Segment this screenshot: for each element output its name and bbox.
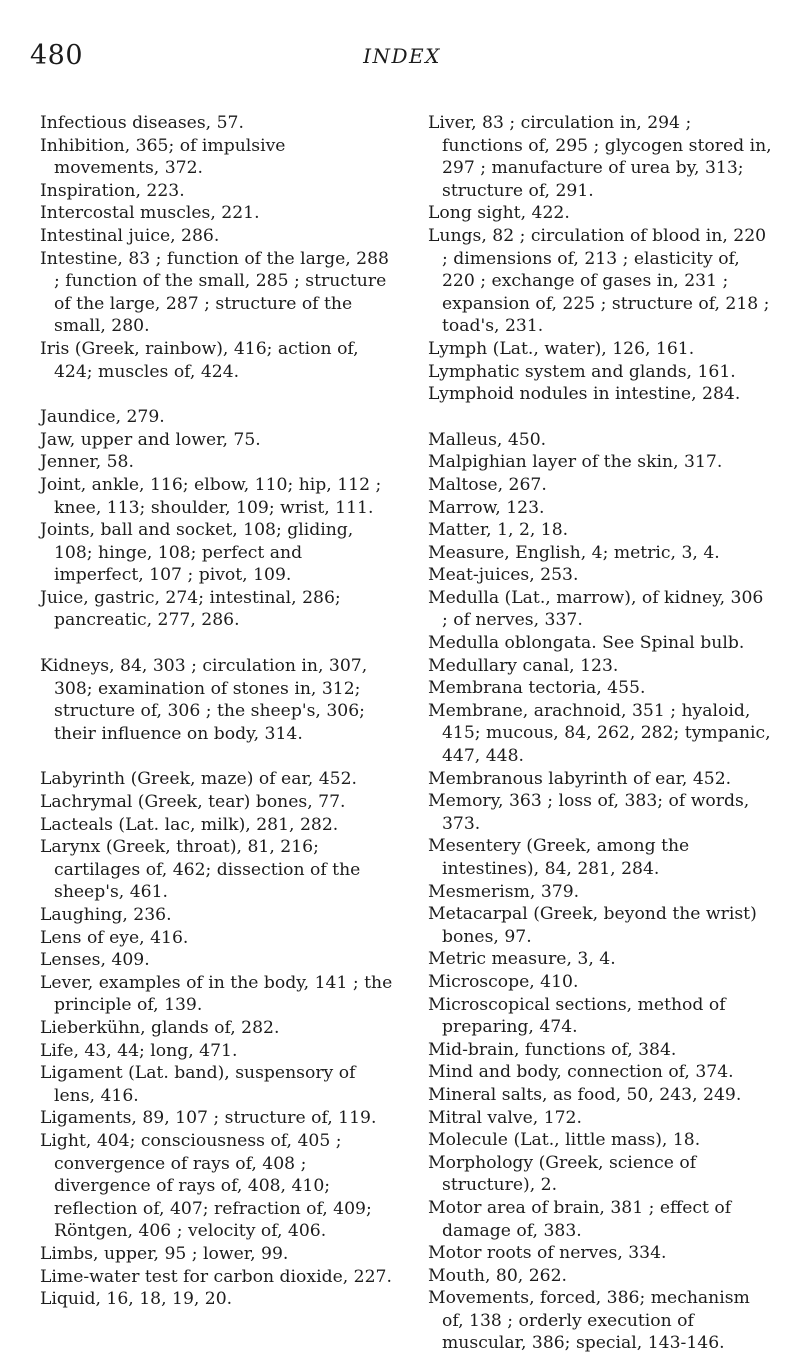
index-entry: Metacarpal (Greek, beyond the wrist) bones, 97. — [428, 904, 757, 947]
index-entry: Morphology (Greek, science of structure), 2. — [428, 1152, 697, 1196]
index-entry: Microscopical sections, method of preparing, 474. — [428, 994, 726, 1038]
index-entry: Movements, forced, 386; mechanism of, 138 ; orderly execution of muscular, 386; special, 143-146. — [428, 1288, 750, 1354]
index-entry: Matter, 1, 2, 18. — [428, 520, 569, 541]
index-entry: Membrana tectoria, 455. — [428, 678, 646, 699]
index-entry: Labyrinth (Greek, maze) of ear, 452. — [40, 769, 357, 790]
index-entry: Juice, gastric, 274; intestinal, 286; pancreatic, 277, 286. — [40, 587, 341, 631]
index-entry: Mind and body, connection of, 374. — [428, 1062, 734, 1083]
index-entry: Larynx (Greek, throat), 81, 216; cartilages of, 462; dissection of the sheep's, 461. — [40, 837, 361, 903]
index-entry: Lymph (Lat., water), 126, 161. — [428, 338, 695, 359]
index-entry: Mouth, 80, 262. — [428, 1265, 567, 1286]
index-entry: Molecule (Lat., little mass), 18. — [428, 1130, 701, 1151]
index-entry: Lime-water test for carbon dioxide, 227. — [40, 1266, 392, 1287]
index-column-right — [428, 112, 774, 1355]
index-entry: Microscope, 410. — [428, 971, 579, 992]
index-entry: Joint, ankle, 116; elbow, 110; hip, 112 ; knee, 113; shoulder, 109; wrist, 111. — [40, 474, 382, 518]
index-entry: Lungs, 82 ; circulation of blood in, 220 ; dimensions of, 213 ; elasticity of, 220 ; exchange of gases in, 231 ; expansion of, 225 ; structure of, 218 ; toad's, 231. — [428, 225, 770, 337]
index-entry: Membranous labyrinth of ear, 452. — [428, 768, 732, 789]
index-entry: Lens of eye, 416. — [40, 927, 189, 948]
index-entry: Kidneys, 84, 303 ; circulation in, 307, 308; examination of stones in, 312; structure of, 306 ; the sheep's, 306; their influence on body, 314. — [40, 656, 368, 744]
index-entry: Liver, 83 ; circulation in, 294 ; functions of, 295 ; glycogen stored in, 297 ; manufacture of urea by, 313; structure of, 291. — [428, 113, 772, 201]
index-entry: Measure, English, 4; metric, 3, 4. — [428, 542, 720, 563]
index-entry: Membrane, arachnoid, 351 ; hyaloid, 415; mucous, 84, 262, 282; tympanic, 447, 448. — [428, 700, 771, 767]
index-entry: Malpighian layer of the skin, 317. — [428, 452, 723, 473]
index-entry: Intestinal juice, 286. — [40, 225, 220, 246]
index-entry: Medulla (Lat., marrow), of kidney, 306 ; of nerves, 337. — [428, 587, 764, 631]
index-entry: Jaundice, 279. — [40, 407, 165, 428]
index-entry: Motor area of brain, 381 ; effect of damage of, 383. — [428, 1197, 732, 1241]
index-entry: Motor roots of nerves, 334. — [428, 1243, 667, 1264]
index-entry: Light, 404; consciousness of, 405 ; convergence of rays of, 408 ; divergence of rays of, 408, 410; reflection of, 407; refraction of, 409; Röntgen, 406 ; velocity of, 406. — [40, 1130, 372, 1242]
index-entry: Lieberkühn, glands of, 282. — [40, 1017, 280, 1038]
index-entry: Lenses, 409. — [40, 950, 150, 971]
index-entry: Ligaments, 89, 107 ; structure of, 119. — [40, 1108, 377, 1129]
index-entry: Inspiration, 223. — [40, 180, 185, 201]
index-entry: Jenner, 58. — [40, 452, 134, 473]
index-entry: Jaw, upper and lower, 75. — [40, 429, 261, 450]
index-entry: Mesentery (Greek, among the intestines), 84, 281, 284. — [428, 836, 690, 879]
index-entry: Long sight, 422. — [428, 203, 570, 224]
index-entry: Ligament (Lat. band), suspensory of lens, 416. — [40, 1063, 356, 1106]
section-gap — [40, 632, 395, 655]
page-header — [22, 40, 782, 80]
index-entry: Liquid, 16, 18, 19, 20. — [40, 1289, 233, 1310]
index-entry: Life, 43, 44; long, 471. — [40, 1040, 238, 1061]
index-entry: Lymphatic system and glands, 161. — [428, 361, 736, 382]
index-entry: Mesmerism, 379. — [428, 881, 580, 902]
index-entry: Mid-brain, functions of, 384. — [428, 1039, 677, 1060]
index-entry: Iris (Greek, rainbow), 416; action of, 424; muscles of, 424. — [40, 338, 359, 382]
index-entry: Malleus, 450. — [428, 429, 547, 450]
index-entry: Infectious diseases, 57. — [40, 113, 244, 133]
index-entry: Intestine, 83 ; function of the large, 288 ; function of the small, 285 ; structure of the large, 287 ; structure of the small, 280. — [40, 248, 389, 337]
page-number: 480 — [30, 40, 84, 71]
running-head: INDEX — [363, 44, 441, 68]
index-entry: Maltose, 267. — [428, 474, 547, 495]
index-entry: Mitral valve, 172. — [428, 1107, 582, 1128]
section-gap — [40, 745, 395, 768]
index-entry: Memory, 363 ; loss of, 383; of words, 373. — [428, 791, 750, 834]
index-entry: Lachrymal (Greek, tear) bones, 77. — [40, 792, 346, 813]
index-column-left — [40, 112, 395, 1311]
index-entry: Joints, ball and socket, 108; gliding, 108; hinge, 108; perfect and imperfect, 107 ; pivot, 109. — [40, 520, 354, 586]
index-entry: Medullary canal, 123. — [428, 655, 619, 676]
index-entry: Mineral salts, as food, 50, 243, 249. — [428, 1084, 742, 1105]
index-entry: Metric measure, 3, 4. — [428, 949, 616, 970]
index-entry: Lymphoid nodules in intestine, 284. — [428, 384, 741, 405]
index-entry: Laughing, 236. — [40, 905, 172, 925]
index-entry: Lever, examples of in the body, 141 ; the principle of, 139. — [40, 972, 393, 1016]
index-entry: Limbs, upper, 95 ; lower, 99. — [40, 1243, 289, 1264]
index-entry: Intercostal muscles, 221. — [40, 203, 260, 224]
index-entry: Meat-juices, 253. — [428, 565, 579, 586]
index-entry: Medulla oblongata. See Spinal bulb. — [428, 633, 745, 654]
index-entry: Inhibition, 365; of impulsive movements, 372. — [40, 135, 286, 179]
section-gap — [40, 383, 395, 406]
section-gap — [428, 406, 774, 429]
index-entry: Marrow, 123. — [428, 497, 545, 518]
index-entry: Lacteals (Lat. lac, milk), 281, 282. — [40, 814, 339, 835]
